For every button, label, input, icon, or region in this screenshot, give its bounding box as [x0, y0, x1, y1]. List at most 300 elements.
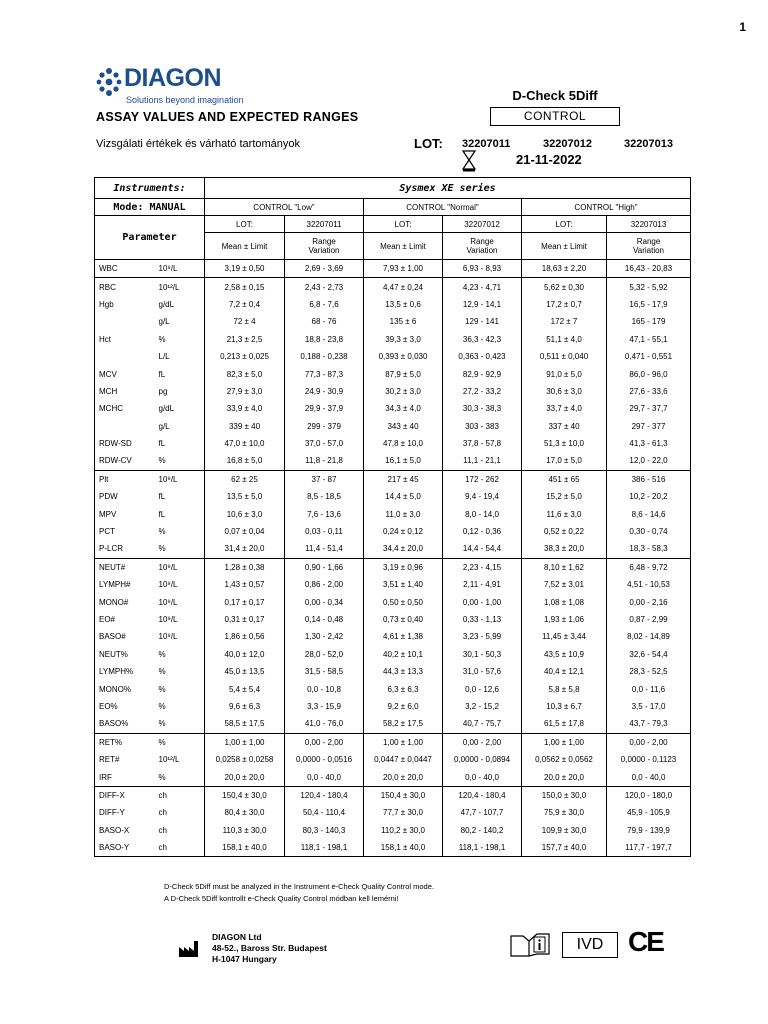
mean-limit-cell: 7,52 ± 3,01 — [522, 576, 607, 593]
mean-limit-cell: 110,3 ± 30,0 — [205, 822, 285, 839]
mean-limit-cell: 5,8 ± 5,8 — [522, 680, 607, 697]
range-cell: 28,0 - 52,0 — [285, 646, 364, 663]
parameter-unit: 10⁹/L — [158, 632, 178, 642]
instruments-label: Instruments: — [95, 178, 205, 199]
mean-limit-cell: 40,2 ± 10,1 — [364, 646, 443, 663]
table-row — [95, 383, 691, 400]
range-cell: 118,1 - 198,1 — [285, 839, 364, 857]
mean-limit-cell: 5,4 ± 5,4 — [205, 680, 285, 697]
range-cell: 0,471 - 0,551 — [607, 348, 691, 365]
manufacturer-address — [212, 932, 327, 965]
range-cell: 386 - 516 — [607, 470, 691, 488]
mean-limit-cell: 47,0 ± 10,0 — [205, 435, 285, 452]
range-cell: 41,0 - 76,0 — [285, 715, 364, 733]
range-cell: 3,23 - 5,99 — [443, 628, 522, 645]
range-cell: 0,0 - 40,0 — [443, 768, 522, 786]
parameter-name: BASO% — [99, 719, 129, 729]
mean-limit-cell: 110,2 ± 30,0 — [364, 822, 443, 839]
table-row — [95, 365, 691, 382]
mean-limit-cell: 172 ± 7 — [522, 313, 607, 330]
range-cell: 0,0 - 12,6 — [443, 680, 522, 697]
mean-limit-cell: 0,0258 ± 0,0258 — [205, 751, 285, 768]
parameter-unit: % — [158, 649, 166, 659]
table-row — [95, 296, 691, 313]
parameter-name: RDW-SD — [99, 439, 132, 449]
instruments-row — [95, 178, 691, 199]
mean-limit-cell: 1,43 ± 0,57 — [205, 576, 285, 593]
range-cell: 1,30 - 2,42 — [285, 628, 364, 645]
range-cell: 0,03 - 0,11 — [285, 523, 364, 540]
range-cell: 172 - 262 — [443, 470, 522, 488]
parameter-name: DIFF-Y — [99, 808, 125, 818]
footnote-english: D-Check 5Diff must be analyzed in the Instrument e-Check Quality Control mode. — [164, 882, 434, 891]
mean-limit-cell: 337 ± 40 — [522, 418, 607, 435]
mean-limit-cell: 91,0 ± 5,0 — [522, 365, 607, 382]
table-row — [95, 646, 691, 663]
mean-limit-cell: 11,6 ± 3,0 — [522, 505, 607, 522]
parameter-name: EO% — [99, 701, 118, 711]
range-cell: 8,6 - 14,6 — [607, 505, 691, 522]
parameter-name: LYMPH# — [99, 580, 131, 590]
mean-limit-cell: 30,2 ± 3,0 — [364, 383, 443, 400]
mean-limit-cell: 3,19 ± 0,96 — [364, 558, 443, 576]
lot-value-low: 32207011 — [285, 216, 364, 233]
range-cell: 12,0 - 22,0 — [607, 452, 691, 470]
mean-limit-cell: 13,5 ± 5,0 — [205, 488, 285, 505]
mean-limit-cell: 33,9 ± 4,0 — [205, 400, 285, 417]
range-cell: 16,43 - 20,83 — [607, 260, 691, 278]
range-cell: 0,86 - 2,00 — [285, 576, 364, 593]
parameter-name: IRF — [99, 772, 112, 782]
parameter-name: MCHC — [99, 404, 123, 414]
expiry-date: 21-11-2022 — [516, 152, 582, 167]
range-cell: 29,9 - 37,9 — [285, 400, 364, 417]
range-cell: 0,0 - 11,6 — [607, 680, 691, 697]
mean-limit-cell: 44,3 ± 13,3 — [364, 663, 443, 680]
mean-limit-cell: 72 ± 4 — [205, 313, 285, 330]
range-cell: 41,3 - 61,3 — [607, 435, 691, 452]
table-row — [95, 786, 691, 804]
range-cell: 297 - 377 — [607, 418, 691, 435]
mean-limit-cell: 20,0 ± 20,0 — [522, 768, 607, 786]
mean-limit-cell: 7,2 ± 0,4 — [205, 296, 285, 313]
mean-limit-cell: 51,1 ± 4,0 — [522, 331, 607, 348]
parameter-unit: ch — [158, 825, 167, 835]
mean-limit-cell: 4,61 ± 1,38 — [364, 628, 443, 645]
ivd-label: IVD — [562, 932, 618, 958]
range-cell: 4,23 - 4,71 — [443, 278, 522, 296]
parameter-name: Hct — [99, 334, 111, 344]
table-row — [95, 822, 691, 839]
mean-limit-cell: 0,0562 ± 0,0562 — [522, 751, 607, 768]
range-cell: 80,2 - 140,2 — [443, 822, 522, 839]
mean-limit-cell: 1,00 ± 1,00 — [205, 733, 285, 751]
lot-label: LOT: — [414, 136, 443, 151]
mean-limit-cell: 1,00 ± 1,00 — [364, 733, 443, 751]
page-subtitle: Vizsgálati értékek és várható tartományok — [96, 138, 301, 150]
range-cell: 37,8 - 57,8 — [443, 435, 522, 452]
table-row — [95, 751, 691, 768]
lot-number-2: 32207012 — [543, 138, 592, 150]
parameter-unit: fL — [158, 439, 166, 449]
table-row — [95, 733, 691, 751]
table-row — [95, 768, 691, 786]
parameter-unit: L/L — [158, 352, 170, 362]
parameter-unit: 10⁹/L — [159, 470, 205, 488]
mean-limit-cell: 75,9 ± 30,0 — [522, 804, 607, 821]
mean-limit-cell: 217 ± 45 — [364, 470, 443, 488]
manufacturer-name: DIAGON Ltd — [212, 932, 262, 942]
parameter-unit: % — [158, 334, 166, 344]
parameter-name: Plt — [95, 470, 159, 488]
range-cell: 30,3 - 38,3 — [443, 400, 522, 417]
range-cell: 9,4 - 19,4 — [443, 488, 522, 505]
mean-limit-cell: 30,6 ± 3,0 — [522, 383, 607, 400]
mean-limit-cell: 34,4 ± 20,0 — [364, 540, 443, 558]
range-header — [607, 233, 691, 260]
mean-limit-cell: 11,45 ± 3,44 — [522, 628, 607, 645]
parameter-name: NEUT% — [99, 649, 128, 659]
manufacturer-icon — [178, 940, 200, 958]
table-row — [95, 628, 691, 645]
mean-limit-cell: 0,07 ± 0,04 — [205, 523, 285, 540]
range-cell: 0,00 - 0,34 — [285, 593, 364, 610]
mean-limit-cell: 0,213 ± 0,025 — [205, 348, 285, 365]
mean-limit-cell: 157,7 ± 40,0 — [522, 839, 607, 857]
range-cell: 8,5 - 18,5 — [285, 488, 364, 505]
range-cell: 27,6 - 33,6 — [607, 383, 691, 400]
table-row — [95, 680, 691, 697]
mean-limit-cell: 14,4 ± 5,0 — [364, 488, 443, 505]
table-row — [95, 593, 691, 610]
mean-limit-cell: 0,17 ± 0,17 — [205, 593, 285, 610]
parameter-unit: ch — [158, 843, 167, 853]
mean-limit-cell: 0,511 ± 0,040 — [522, 348, 607, 365]
mean-limit-cell: 1,28 ± 0,38 — [205, 558, 285, 576]
range-cell: 3,2 - 15,2 — [443, 698, 522, 715]
mean-limit-cell: 45,0 ± 13,5 — [205, 663, 285, 680]
range-cell: 50,4 - 110,4 — [285, 804, 364, 821]
parameter-name: MONO% — [99, 684, 131, 694]
mean-limit-cell: 34,3 ± 4,0 — [364, 400, 443, 417]
mean-limit-cell: 6,3 ± 6,3 — [364, 680, 443, 697]
table-row — [95, 452, 691, 470]
range-cell: 8,0 - 14,0 — [443, 505, 522, 522]
mean-limit-cell: 109,9 ± 30,0 — [522, 822, 607, 839]
parameter-name: RDW-CV — [99, 456, 132, 466]
range-cell: 0,00 - 2,00 — [607, 733, 691, 751]
instructions-for-use-icon — [509, 932, 551, 958]
mean-limit-cell: 1,08 ± 1,08 — [522, 593, 607, 610]
mean-limit-cell: 27,9 ± 3,0 — [205, 383, 285, 400]
mean-limit-cell: 21,3 ± 2,5 — [205, 331, 285, 348]
range-cell: 31,0 - 57,6 — [443, 663, 522, 680]
mean-limit-cell: 40,4 ± 12,1 — [522, 663, 607, 680]
parameter-name: BASO# — [99, 632, 126, 642]
lot-number-3: 32207013 — [624, 138, 673, 150]
range-cell: 5,32 - 5,92 — [607, 278, 691, 296]
parameter-name: MONO# — [99, 597, 129, 607]
range-header-line2: Variation — [466, 246, 498, 255]
range-cell: 2,11 - 4,91 — [443, 576, 522, 593]
product-name: D-Check 5Diff — [512, 88, 598, 103]
mean-limit-cell: 150,0 ± 30,0 — [522, 786, 607, 804]
table-row — [95, 611, 691, 628]
mean-limit-cell: 10,6 ± 3,0 — [205, 505, 285, 522]
mean-limit-cell: 4,47 ± 0,24 — [364, 278, 443, 296]
mean-limit-cell: 8,10 ± 1,62 — [522, 558, 607, 576]
parameter-name: DIFF-X — [95, 786, 159, 804]
range-cell: 68 - 76 — [285, 313, 364, 330]
range-cell: 18,3 - 58,3 — [607, 540, 691, 558]
mean-limit-cell: 16,1 ± 5,0 — [364, 452, 443, 470]
parameter-unit: fL — [158, 509, 166, 519]
mean-limit-cell: 51,3 ± 10,0 — [522, 435, 607, 452]
parameter-name: RET# — [99, 755, 120, 765]
mean-limit-cell: 2,58 ± 0,15 — [205, 278, 285, 296]
mean-limit-cell: 1,86 ± 0,56 — [205, 628, 285, 645]
range-cell: 0,00 - 1,00 — [443, 593, 522, 610]
level-high: CONTROL "High" — [522, 199, 691, 216]
mean-limit-cell: 0,24 ± 0,12 — [364, 523, 443, 540]
range-cell: 14,4 - 54,4 — [443, 540, 522, 558]
mean-limit-cell: 3,51 ± 1,40 — [364, 576, 443, 593]
mean-limit-cell: 150,4 ± 30,0 — [364, 786, 443, 804]
footnote-hungarian: A D-Check 5Diff kontrollt e-Check Quality Control módban kell lemérni! — [164, 894, 399, 903]
table-row — [95, 540, 691, 558]
range-cell: 82,9 - 92,9 — [443, 365, 522, 382]
table-row — [95, 348, 691, 365]
parameter-name: WBC — [99, 264, 118, 274]
range-cell: 37,0 - 57,0 — [285, 435, 364, 452]
table-row — [95, 400, 691, 417]
parameter-name: RET% — [95, 733, 159, 751]
brand-name: DIAGON — [124, 64, 221, 92]
mean-header: Mean ± Limit — [522, 233, 607, 260]
mean-limit-cell: 158,1 ± 40,0 — [205, 839, 285, 857]
mean-limit-cell: 1,00 ± 1,00 — [522, 733, 607, 751]
table-row — [95, 804, 691, 821]
range-cell: 11,4 - 51,4 — [285, 540, 364, 558]
table-row — [95, 418, 691, 435]
range-cell: 0,90 - 1,66 — [285, 558, 364, 576]
instrument-name: Sysmex XE series — [205, 178, 691, 199]
range-cell: 12,9 - 14,1 — [443, 296, 522, 313]
mean-limit-cell: 38,3 ± 20,0 — [522, 540, 607, 558]
mean-limit-cell: 20,0 ± 20,0 — [364, 768, 443, 786]
mean-limit-cell: 0,0447 ± 0,0447 — [364, 751, 443, 768]
mean-limit-cell: 13,5 ± 0,6 — [364, 296, 443, 313]
parameter-unit: ch — [159, 786, 205, 804]
mean-header: Mean ± Limit — [364, 233, 443, 260]
mean-limit-cell: 10,3 ± 6,7 — [522, 698, 607, 715]
mean-limit-cell: 0,31 ± 0,17 — [205, 611, 285, 628]
range-cell: 7,6 - 13,6 — [285, 505, 364, 522]
lot-value-high: 32207013 — [607, 216, 691, 233]
mean-limit-cell: 80,4 ± 30,0 — [205, 804, 285, 821]
range-cell: 47,7 - 107,7 — [443, 804, 522, 821]
mean-limit-cell: 33,7 ± 4,0 — [522, 400, 607, 417]
parameter-unit: 10⁹/L — [158, 597, 178, 607]
hourglass-icon — [462, 150, 476, 172]
parameter-unit: fL — [158, 369, 166, 379]
lot-cell-high: LOT: — [522, 216, 607, 233]
range-header — [443, 233, 522, 260]
mode-row — [95, 199, 691, 216]
parameter-name — [95, 313, 159, 330]
mean-limit-cell: 451 ± 65 — [522, 470, 607, 488]
range-cell: 120,4 - 180,4 — [443, 786, 522, 804]
parameter-unit: g/L — [158, 421, 170, 431]
parameter-unit: % — [158, 544, 166, 554]
assay-table — [94, 177, 691, 857]
parameter-unit: 10¹²/L — [159, 278, 205, 296]
parameter-unit: % — [158, 667, 166, 677]
range-cell: 0,12 - 0,36 — [443, 523, 522, 540]
mode-label: Mode: MANUAL — [95, 199, 205, 216]
mean-limit-cell: 3,19 ± 0,50 — [205, 260, 285, 278]
range-cell: 43,7 - 79,3 — [607, 715, 691, 733]
parameter-unit: 10⁹/L — [158, 264, 178, 274]
range-header-line1: Range — [470, 237, 494, 246]
mean-limit-cell: 5,62 ± 0,30 — [522, 278, 607, 296]
range-cell: 27,2 - 33,2 — [443, 383, 522, 400]
range-cell: 3,3 - 15,9 — [285, 698, 364, 715]
table-row — [95, 576, 691, 593]
table-row — [95, 505, 691, 522]
lot-value-normal: 32207012 — [443, 216, 522, 233]
manufacturer-street: 48-52., Baross Str. Budapest — [212, 943, 327, 953]
range-cell: 165 - 179 — [607, 313, 691, 330]
mean-limit-cell: 1,93 ± 1,06 — [522, 611, 607, 628]
range-header-line2: Variation — [633, 246, 664, 255]
range-cell: 11,1 - 21,1 — [443, 452, 522, 470]
range-cell: 45,9 - 105,9 — [607, 804, 691, 821]
range-cell: 120,0 - 180,0 — [607, 786, 691, 804]
range-cell: 118,1 - 198,1 — [443, 839, 522, 857]
mean-limit-cell: 58,2 ± 17,5 — [364, 715, 443, 733]
table-row — [95, 278, 691, 296]
range-cell: 11,8 - 21,8 — [285, 452, 364, 470]
parameter-unit: % — [158, 719, 166, 729]
range-cell: 24,9 - 30,9 — [285, 383, 364, 400]
range-cell: 299 - 379 — [285, 418, 364, 435]
mean-limit-cell: 0,393 ± 0,030 — [364, 348, 443, 365]
parameter-unit: g/dL — [158, 404, 175, 414]
range-header-line1: Range — [636, 237, 661, 246]
range-cell: 120,4 - 180,4 — [285, 786, 364, 804]
parameter-name: RBC — [95, 278, 159, 296]
range-cell: 0,14 - 0,48 — [285, 611, 364, 628]
parameter-name: EO# — [99, 615, 116, 624]
table-row — [95, 331, 691, 348]
table-row — [95, 698, 691, 715]
table-row — [95, 470, 691, 488]
table-row — [95, 663, 691, 680]
parameter-unit: % — [159, 733, 205, 751]
table-row — [95, 523, 691, 540]
parameter-name: PCT — [99, 527, 115, 537]
page-title: ASSAY VALUES AND EXPECTED RANGES — [96, 110, 359, 124]
mean-limit-cell: 158,1 ± 40,0 — [364, 839, 443, 857]
table-row — [95, 488, 691, 505]
parameter-name: BASO-X — [99, 825, 130, 835]
range-cell: 0,0000 - 0,0516 — [285, 751, 364, 768]
range-cell: 86,0 - 96,0 — [607, 365, 691, 382]
mean-limit-cell: 9,2 ± 6,0 — [364, 698, 443, 715]
range-cell: 29,7 - 37,7 — [607, 400, 691, 417]
range-cell: 0,87 - 2,99 — [607, 611, 691, 628]
parameter-name: BASO-Y — [99, 843, 130, 853]
parameter-unit: g/L — [158, 317, 170, 327]
parameter-name — [95, 418, 159, 435]
mean-limit-cell: 343 ± 40 — [364, 418, 443, 435]
range-cell: 6,8 - 7,6 — [285, 296, 364, 313]
page-number: 1 — [739, 20, 746, 34]
parameter-unit: 10⁹/L — [158, 615, 178, 624]
level-normal: CONTROL "Normal" — [364, 199, 522, 216]
parameter-label: Parameter — [95, 216, 205, 260]
mean-limit-cell: 15,2 ± 5,0 — [522, 488, 607, 505]
range-header-line1: Range — [312, 237, 336, 246]
mean-limit-cell: 0,52 ± 0,22 — [522, 523, 607, 540]
range-cell: 30,1 - 50,3 — [443, 646, 522, 663]
range-cell: 2,69 - 3,69 — [285, 260, 364, 278]
range-cell: 0,30 - 0,74 — [607, 523, 691, 540]
mean-limit-cell: 11,0 ± 3,0 — [364, 505, 443, 522]
mean-limit-cell: 20,0 ± 20,0 — [205, 768, 285, 786]
mean-limit-cell: 17,2 ± 0,7 — [522, 296, 607, 313]
parameter-unit: 10¹²/L — [158, 755, 180, 765]
range-cell: 117,7 - 197,7 — [607, 839, 691, 857]
range-header-line2: Variation — [308, 246, 340, 255]
parameter-unit: % — [158, 701, 166, 711]
range-cell: 0,0 - 40,0 — [607, 768, 691, 786]
range-cell: 0,0000 - 0,1123 — [607, 751, 691, 768]
table-row — [95, 435, 691, 452]
parameter-unit: ch — [158, 808, 167, 818]
range-cell: 303 - 383 — [443, 418, 522, 435]
mean-limit-cell: 58,5 ± 17,5 — [205, 715, 285, 733]
table-row — [95, 260, 691, 278]
range-cell: 0,00 - 2,16 — [607, 593, 691, 610]
parameter-name: MPV — [99, 509, 117, 519]
mean-limit-cell: 39,3 ± 3,0 — [364, 331, 443, 348]
parameter-name: Hgb — [99, 299, 114, 309]
mean-limit-cell: 18,63 ± 2,20 — [522, 260, 607, 278]
mean-limit-cell: 135 ± 6 — [364, 313, 443, 330]
table-row — [95, 558, 691, 576]
range-cell: 4,51 - 10,53 — [607, 576, 691, 593]
parameter-unit: g/dL — [158, 299, 175, 309]
parameter-unit: 10⁹/L — [159, 558, 205, 576]
range-cell: 31,5 - 58,5 — [285, 663, 364, 680]
parameter-unit: 10⁹/L — [158, 580, 178, 590]
mean-limit-cell: 0,73 ± 0,40 — [364, 611, 443, 628]
range-cell: 6,48 - 9,72 — [607, 558, 691, 576]
table-row — [95, 313, 691, 330]
parameter-unit: % — [158, 684, 166, 694]
range-cell: 8,02 - 14,89 — [607, 628, 691, 645]
range-cell: 77,3 - 87,3 — [285, 365, 364, 382]
mean-limit-cell: 47,8 ± 10,0 — [364, 435, 443, 452]
mean-limit-cell: 17,0 ± 5,0 — [522, 452, 607, 470]
range-cell: 129 - 141 — [443, 313, 522, 330]
parameter-name: PDW — [99, 492, 118, 502]
mean-header: Mean ± Limit — [205, 233, 285, 260]
range-cell: 16,5 - 17,9 — [607, 296, 691, 313]
mean-limit-cell: 61,5 ± 17,8 — [522, 715, 607, 733]
